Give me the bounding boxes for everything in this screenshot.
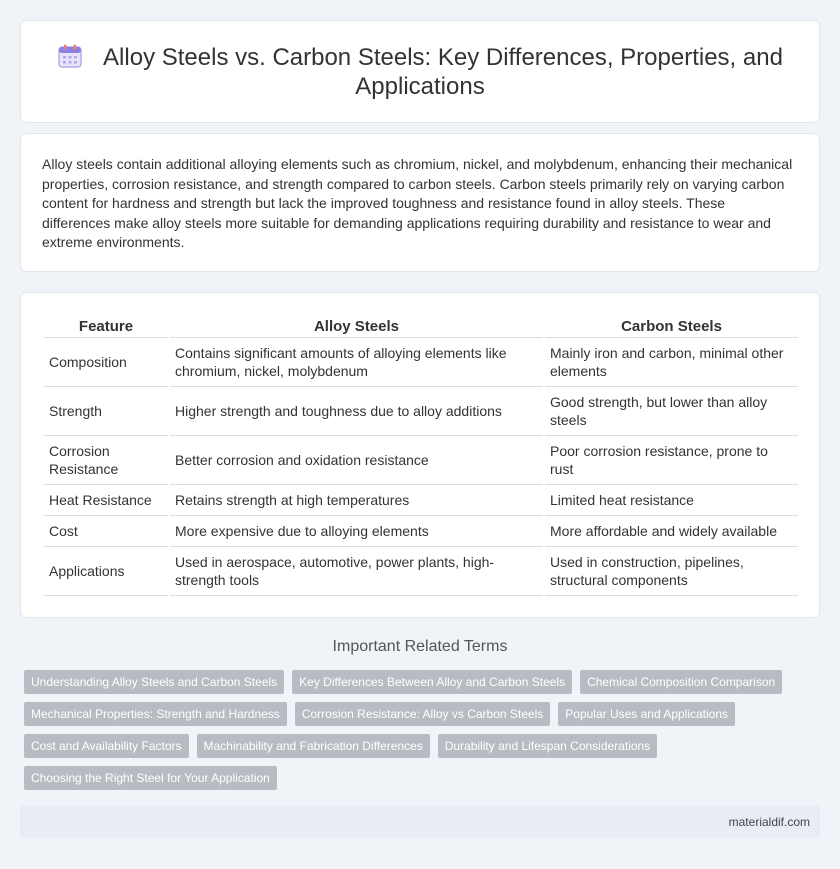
related-term-tag[interactable]: Corrosion Resistance: Alloy vs Carbon Steels <box>295 702 550 726</box>
related-terms-list <box>24 670 814 798</box>
related-term-tag[interactable]: Key Differences Between Alloy and Carbon Steels <box>292 670 572 694</box>
cell-carbon: Used in construction, pipelines, structural components <box>545 547 798 596</box>
header-carbon-steels: Carbon Steels <box>545 316 798 338</box>
related-term-tag[interactable]: Mechanical Properties: Strength and Hardness <box>24 702 287 726</box>
related-term-tag[interactable]: Durability and Lifespan Considerations <box>438 734 657 758</box>
cell-carbon: Mainly iron and carbon, minimal other elements <box>545 338 798 387</box>
related-terms-title: Important Related Terms <box>332 638 508 655</box>
comparison-table-card <box>20 292 820 618</box>
page-title-wrap <box>21 43 819 101</box>
cell-feature: Strength <box>44 387 168 436</box>
intro-card <box>20 133 820 272</box>
page-title: Alloy Steels vs. Carbon Steels: Key Differences, Properties, and Applications <box>103 44 783 100</box>
related-term-tag[interactable]: Cost and Availability Factors <box>24 734 189 758</box>
related-term-tag[interactable]: Chemical Composition Comparison <box>580 670 782 694</box>
table-row <box>44 387 798 436</box>
related-term-tag[interactable]: Popular Uses and Applications <box>558 702 735 726</box>
cell-feature: Heat Resistance <box>44 485 168 516</box>
header-feature: Feature <box>44 316 168 338</box>
cell-alloy: Better corrosion and oxidation resistance <box>170 436 543 485</box>
footer-site[interactable]: materialdif.com <box>728 815 810 829</box>
table-row <box>44 338 798 387</box>
cell-feature: Corrosion Resistance <box>44 436 168 485</box>
calendar-icon <box>57 43 83 69</box>
comparison-table <box>42 316 800 596</box>
cell-carbon: Limited heat resistance <box>545 485 798 516</box>
related-term-tag[interactable]: Choosing the Right Steel for Your Application <box>24 766 277 790</box>
related-term-tag[interactable]: Understanding Alloy Steels and Carbon Steels <box>24 670 284 694</box>
table-row <box>44 436 798 485</box>
footer <box>20 806 820 838</box>
cell-alloy: Contains significant amounts of alloying elements like chromium, nickel, molybdenum <box>170 338 543 387</box>
cell-carbon: More affordable and widely available <box>545 516 798 547</box>
cell-carbon: Good strength, but lower than alloy steels <box>545 387 798 436</box>
cell-feature: Applications <box>44 547 168 596</box>
table-header-row <box>44 316 798 338</box>
cell-feature: Cost <box>44 516 168 547</box>
table-row <box>44 485 798 516</box>
cell-alloy: More expensive due to alloying elements <box>170 516 543 547</box>
cell-feature: Composition <box>44 338 168 387</box>
related-term-tag[interactable]: Machinability and Fabrication Differences <box>197 734 430 758</box>
cell-alloy: Higher strength and toughness due to alloy additions <box>170 387 543 436</box>
cell-alloy: Retains strength at high temperatures <box>170 485 543 516</box>
cell-carbon: Poor corrosion resistance, prone to rust <box>545 436 798 485</box>
intro-text: Alloy steels contain additional alloying elements such as chromium, nickel, and molybdenum, enhancing their mechanical properties, corrosion resistance, and strength compared to carbon steels. Carbon steels primarily rely on varying carbon content for hardness and strength but lack the improved toughness and resistance found in alloy steels. These differences make alloy steels more suitable for demanding applications requiring durability and resistance to wear and extreme environments. <box>42 156 793 251</box>
table-row <box>44 516 798 547</box>
header-alloy-steels: Alloy Steels <box>170 316 543 338</box>
header-card <box>20 20 820 123</box>
cell-alloy: Used in aerospace, automotive, power plants, high-strength tools <box>170 547 543 596</box>
table-row <box>44 547 798 596</box>
